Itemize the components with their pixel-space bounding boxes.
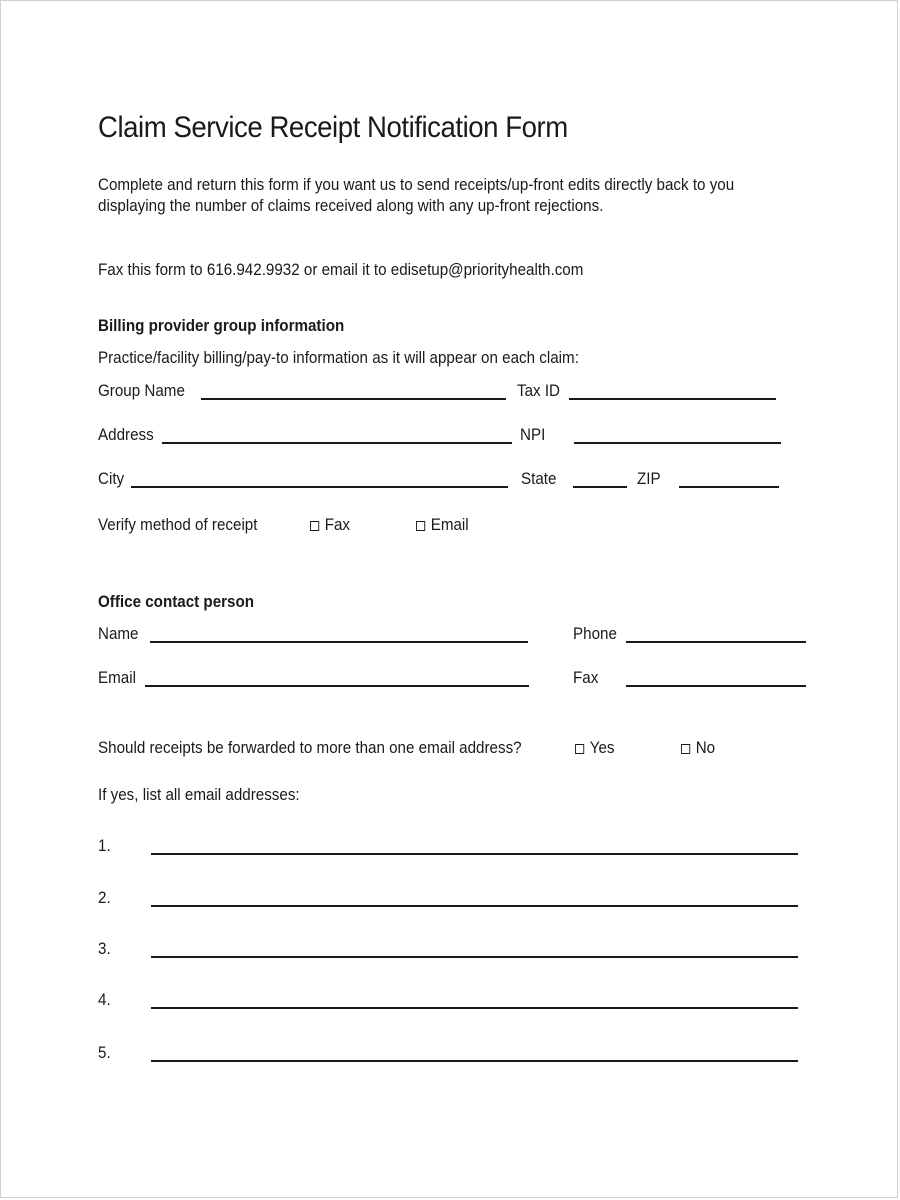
forward-no-option[interactable] [681, 739, 715, 758]
address-field[interactable] [162, 442, 512, 444]
city-field[interactable] [131, 486, 508, 488]
email-list-number: 3. [98, 940, 111, 958]
zip-label: ZIP [637, 470, 661, 488]
contact-email-field[interactable] [145, 685, 529, 687]
intro-line-1: Complete and return this form if you want us to send receipts/up-front edits directly back to you [98, 176, 735, 194]
email-list-field-4[interactable] [151, 1007, 798, 1009]
city-label: City [98, 470, 125, 488]
fax-instruction: Fax this form to 616.942.9932 or email it to edisetup@priorityhealth.com [98, 261, 584, 279]
verify-email-label: Email [430, 516, 469, 534]
contact-name-field[interactable] [150, 641, 528, 643]
address-label: Address [98, 426, 154, 444]
email-list-field-1[interactable] [151, 853, 798, 855]
page-title: Claim Service Receipt Notification Form [98, 111, 568, 144]
verify-email-option[interactable] [416, 516, 469, 535]
billing-heading: Billing provider group information [98, 317, 345, 335]
group-name-label: Group Name [98, 382, 185, 400]
verify-fax-label: Fax [324, 516, 351, 534]
email-list-field-2[interactable] [151, 905, 798, 907]
billing-subheading: Practice/facility billing/pay-to information as it will appear on each claim: [98, 349, 579, 367]
verify-method-label: Verify method of receipt [98, 516, 258, 534]
email-list-number: 4. [98, 991, 111, 1009]
email-list-number: 5. [98, 1044, 111, 1062]
checkbox-icon[interactable] [416, 521, 425, 531]
email-list-number: 2. [98, 889, 111, 907]
verify-fax-option[interactable] [310, 516, 350, 535]
contact-fax-label: Fax [573, 669, 599, 687]
npi-label: NPI [520, 426, 546, 444]
state-label: State [521, 470, 557, 488]
email-list-number: 1. [98, 837, 111, 855]
tax-id-label: Tax ID [517, 382, 561, 400]
forward-yes-label: Yes [589, 739, 615, 757]
phone-field[interactable] [626, 641, 806, 643]
intro-line-2: displaying the number of claims received along with any up-front rejections. [98, 197, 604, 215]
email-list-field-3[interactable] [151, 956, 798, 958]
checkbox-icon[interactable] [575, 744, 584, 754]
email-list-label: If yes, list all email addresses: [98, 786, 300, 804]
contact-name-label: Name [98, 625, 139, 643]
tax-id-field[interactable] [569, 398, 776, 400]
zip-field[interactable] [679, 486, 779, 488]
phone-label: Phone [573, 625, 617, 643]
state-field[interactable] [573, 486, 627, 488]
contact-email-label: Email [98, 669, 136, 687]
checkbox-icon[interactable] [310, 521, 319, 531]
forward-question: Should receipts be forwarded to more than one email address? [98, 739, 522, 757]
email-list-field-5[interactable] [151, 1060, 798, 1062]
contact-heading: Office contact person [98, 593, 255, 611]
group-name-field[interactable] [201, 398, 506, 400]
forward-no-label: No [695, 739, 716, 757]
npi-field[interactable] [574, 442, 781, 444]
forward-yes-option[interactable] [575, 739, 614, 758]
checkbox-icon[interactable] [681, 744, 690, 754]
contact-fax-field[interactable] [626, 685, 806, 687]
